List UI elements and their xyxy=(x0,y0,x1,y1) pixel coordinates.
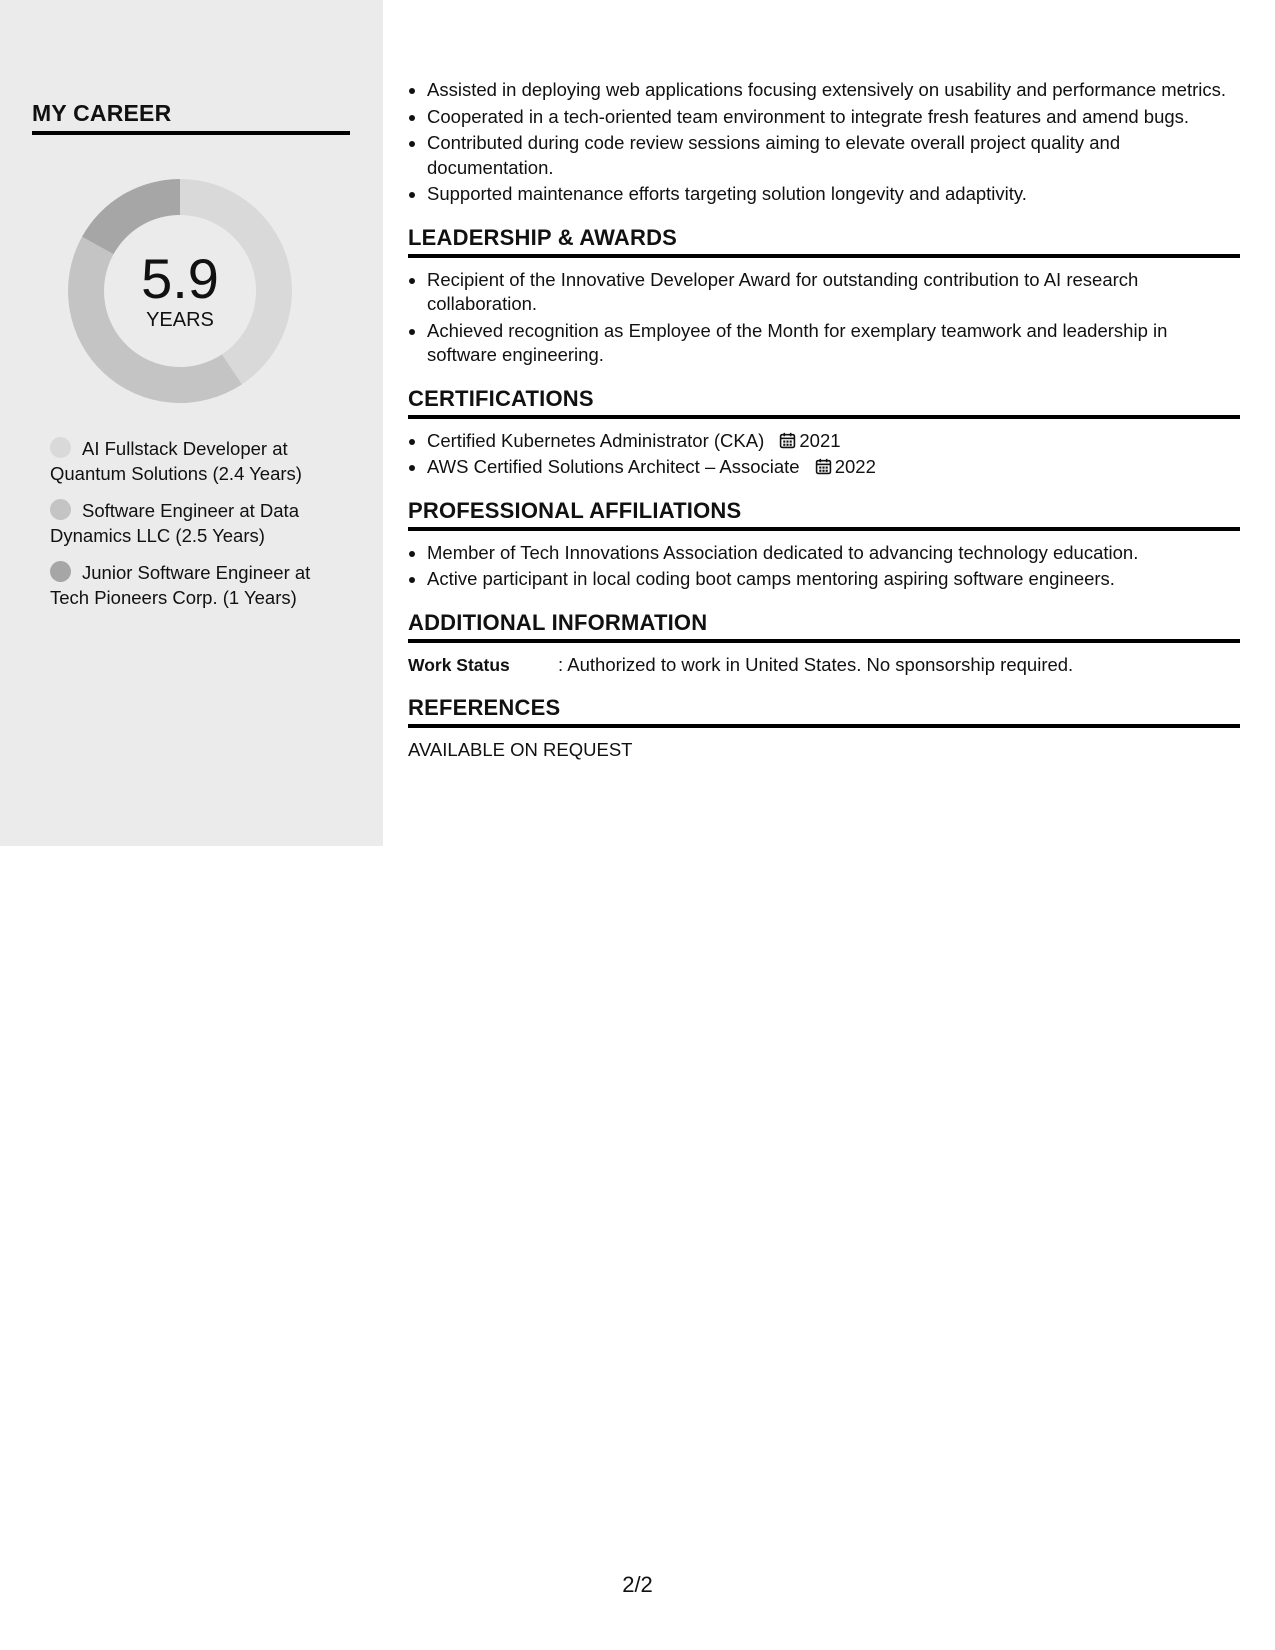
legend-item xyxy=(50,560,350,610)
career-legend xyxy=(50,436,350,622)
donut-segment-1 xyxy=(68,237,242,403)
work-status-value: : Authorized to work in United States. No sponsorship required. xyxy=(558,653,1074,675)
certification-year: 2022 xyxy=(834,456,876,477)
certifications-title: CERTIFICATIONS xyxy=(408,386,1240,419)
experience-bullet: • Cooperated in a tech-oriented team environment to integrate fresh features and amend bugs. xyxy=(427,105,1240,130)
affiliation-item: • Member of Tech Innovations Association dedicated to advancing technology education. xyxy=(427,541,1240,566)
legend-dot-2 xyxy=(50,561,71,582)
affiliations-title: PROFESSIONAL AFFILIATIONS xyxy=(408,498,1240,531)
career-title: MY CAREER xyxy=(32,100,350,135)
donut-segment-2 xyxy=(82,179,180,254)
calendar-icon xyxy=(779,432,796,449)
leadership-item: • Achieved recognition as Employee of the Month for exemplary teamwork and leadership in software engineering. xyxy=(427,319,1240,368)
legend-label: AI Fullstack Developer at Quantum Solutions (2.4 Years) xyxy=(50,438,302,484)
legend-label: Software Engineer at Data Dynamics LLC (2.5 Years) xyxy=(50,500,299,546)
donut-segment-0 xyxy=(180,179,292,384)
experience-bullet: • Assisted in deploying web applications focusing extensively on usability and performance metrics. xyxy=(427,78,1240,103)
legend-dot-0 xyxy=(50,437,71,458)
certification-name: Certified Kubernetes Administrator (CKA) xyxy=(427,429,765,451)
leadership-list xyxy=(408,268,1240,368)
leadership-title: LEADERSHIP & AWARDS xyxy=(408,225,1240,258)
references-title: REFERENCES xyxy=(408,695,1240,728)
career-total-value: 5.9 xyxy=(141,246,219,310)
calendar-icon xyxy=(815,458,832,475)
page-number: 2/2 xyxy=(622,1572,653,1597)
legend-item xyxy=(50,436,350,486)
additional-info-title: ADDITIONAL INFORMATION xyxy=(408,610,1240,643)
legend-label: Junior Software Engineer at Tech Pioneers Corp. (1 Years) xyxy=(50,562,311,608)
career-total-unit: YEARS xyxy=(146,308,214,331)
affiliation-item: • Active participant in local coding boot camps mentoring aspiring software engineers. xyxy=(427,567,1240,592)
main-content xyxy=(408,78,1240,762)
legend-item xyxy=(50,498,350,548)
experience-bullet-list xyxy=(408,78,1240,207)
certifications-list xyxy=(408,429,1240,480)
career-donut-chart xyxy=(66,177,294,405)
certification-year: 2021 xyxy=(799,429,841,451)
certification-name: AWS Certified Solutions Architect – Associate xyxy=(427,456,800,477)
work-status-label: Work Status xyxy=(408,654,510,675)
experience-bullet: • Supported maintenance efforts targeting solution longevity and adaptivity. xyxy=(427,182,1240,207)
leadership-item: • Recipient of the Innovative Developer Award for outstanding contribution to AI research collaboration. xyxy=(427,268,1240,317)
affiliations-list xyxy=(408,541,1240,592)
work-status-row xyxy=(408,653,1240,677)
career-sidebar xyxy=(0,0,383,846)
experience-bullet: • Contributed during code review sessions aiming to elevate overall project quality and documentation. xyxy=(427,131,1240,180)
certification-item xyxy=(427,455,1240,480)
certification-item xyxy=(427,429,1240,454)
legend-dot-1 xyxy=(50,499,71,520)
references-text: AVAILABLE ON REQUEST xyxy=(408,738,633,760)
